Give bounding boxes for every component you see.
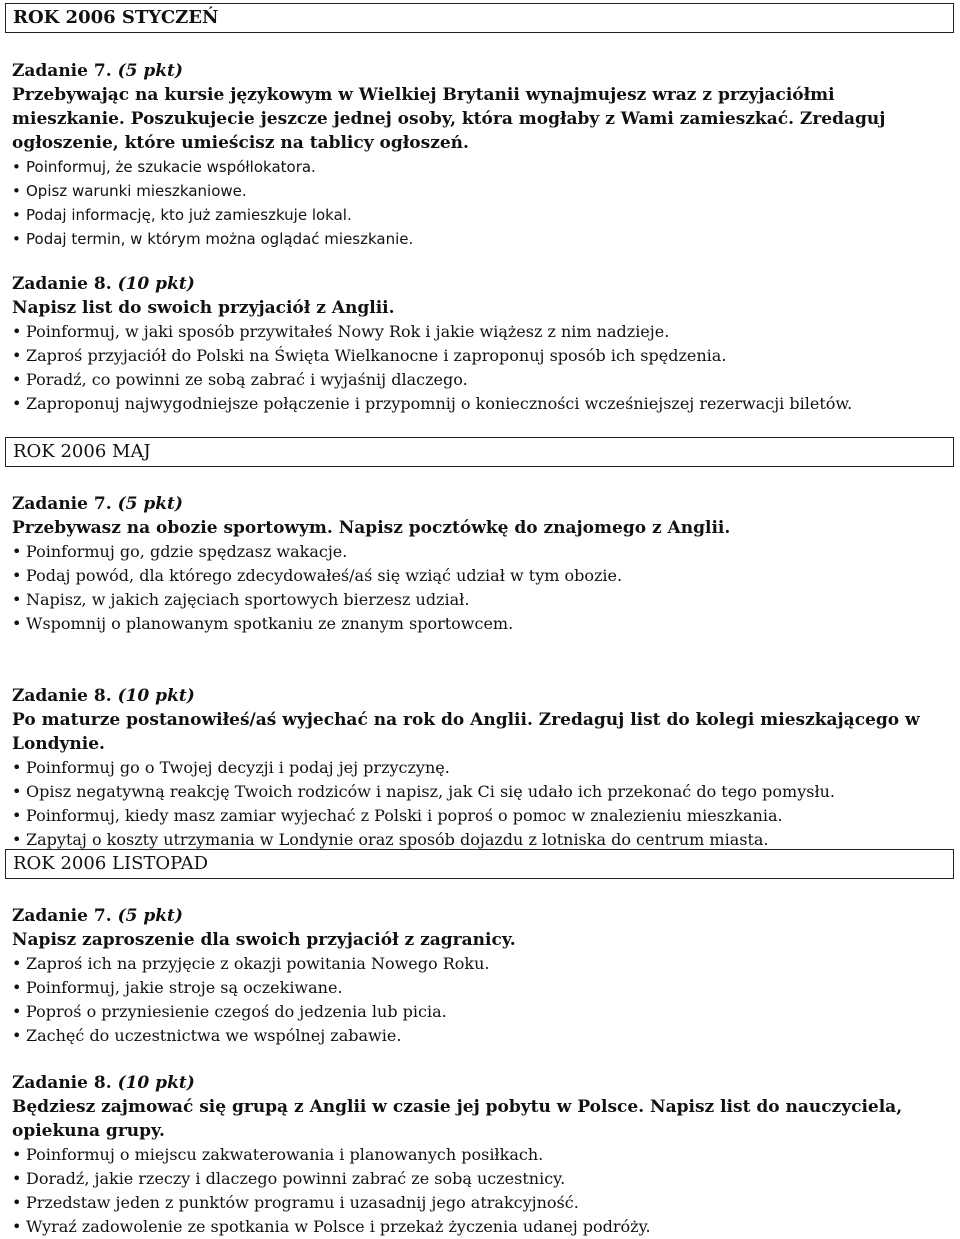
bullet-icon: •: [12, 954, 22, 973]
list-item: • Opisz warunki mieszkaniowe.: [12, 179, 952, 203]
task-label: Zadanie 8.: [12, 686, 112, 706]
task-intro: Przebywając na kursie językowym w Wielkiej Brytanii wynajmujesz wraz z przyjaciółmi mieszkanie. Poszukujecie jeszcze jednej osoby, która mogłaby z Wami zamieszkać. Zredaguj ogłoszenie, które umieścisz na tablicy ogłoszeń.: [12, 85, 886, 153]
bullet-icon: •: [12, 830, 22, 849]
list-item: • Poinformuj go o Twojej decyzji i podaj jej przyczynę.: [12, 756, 952, 780]
list-item: • Wspomnij o planowanym spotkaniu ze znanym sportowcem.: [12, 612, 952, 636]
task-heading: [12, 904, 952, 928]
task-points: (10 pkt): [117, 274, 195, 294]
task-points: (5 pkt): [117, 906, 183, 926]
list-item: • Poinformuj, że szukacie współlokatora.: [12, 155, 952, 179]
list-item: • Poinformuj, w jaki sposób przywitałeś Nowy Rok i jakie wiążesz z nim nadzieje.: [12, 320, 952, 344]
task-block-styczen-8: [12, 272, 952, 416]
list-item: • Podaj termin, w którym można oglądać mieszkanie.: [12, 227, 952, 251]
list-item: • Opisz negatywną reakcję Twoich rodziców i napisz, jak Ci się udało ich przekonać do tego pomysłu.: [12, 780, 952, 804]
task-points: (5 pkt): [117, 494, 183, 514]
bullet-icon: •: [12, 1217, 22, 1236]
bullet-icon: •: [12, 206, 21, 224]
list-item: • Zaproś ich na przyjęcie z okazji powitania Nowego Roku.: [12, 952, 952, 976]
bullet-icon: •: [12, 182, 21, 200]
bullet-icon: •: [12, 758, 22, 777]
task-block-listopad-7: [12, 904, 952, 1048]
bullet-icon: •: [12, 1145, 22, 1164]
bullet-icon: •: [12, 782, 22, 801]
bullet-icon: •: [12, 230, 21, 248]
bullet-icon: •: [12, 1026, 22, 1045]
task-items: [12, 756, 952, 852]
bullet-icon: •: [12, 394, 22, 413]
bullet-icon: •: [12, 346, 22, 365]
task-points: (5 pkt): [117, 61, 183, 81]
section-header-maj: ROK 2006 MAJ: [5, 437, 954, 467]
task-intro: Będziesz zajmować się grupą z Anglii w czasie jej pobytu w Polsce. Napisz list do nauczyciela, opiekuna grupy.: [12, 1097, 903, 1141]
list-item: • Zachęć do uczestnictwa we wspólnej zabawie.: [12, 1024, 952, 1048]
list-item: • Zaproś przyjaciół do Polski na Święta Wielkanocne i zaproponuj sposób ich spędzenia.: [12, 344, 952, 368]
list-item: • Podaj informację, kto już zamieszkuje lokal.: [12, 203, 952, 227]
task-heading: [12, 59, 952, 83]
task-items: [12, 155, 952, 251]
list-item: • Poradź, co powinni ze sobą zabrać i wyjaśnij dlaczego.: [12, 368, 952, 392]
bullet-icon: •: [12, 978, 22, 997]
bullet-icon: •: [12, 322, 22, 341]
task-intro: Napisz zaproszenie dla swoich przyjaciół z zagranicy.: [12, 930, 516, 950]
task-label: Zadanie 8.: [12, 274, 112, 294]
task-block-maj-8: [12, 684, 952, 852]
task-heading: [12, 492, 952, 516]
task-label: Zadanie 7.: [12, 494, 112, 514]
bullet-icon: •: [12, 590, 22, 609]
bullet-icon: •: [12, 566, 22, 585]
bullet-icon: •: [12, 1193, 22, 1212]
list-item: • Poinformuj, kiedy masz zamiar wyjechać z Polski i poproś o pomoc w znalezieniu mieszkania.: [12, 804, 952, 828]
bullet-icon: •: [12, 158, 21, 176]
bullet-icon: •: [12, 1002, 22, 1021]
task-items: [12, 540, 952, 636]
task-items: [12, 1143, 952, 1239]
list-item: • Przedstaw jeden z punktów programu i uzasadnij jego atrakcyjność.: [12, 1191, 952, 1215]
task-items: [12, 952, 952, 1048]
list-item: • Napisz, w jakich zajęciach sportowych bierzesz udział.: [12, 588, 952, 612]
section-header-styczen: ROK 2006 STYCZEŃ: [5, 3, 954, 33]
section-header-listopad: ROK 2006 LISTOPAD: [5, 849, 954, 879]
task-heading: [12, 1071, 952, 1095]
list-item: • Poinformuj o miejscu zakwaterowania i planowanych posiłkach.: [12, 1143, 952, 1167]
bullet-icon: •: [12, 806, 22, 825]
task-label: Zadanie 7.: [12, 61, 112, 81]
bullet-icon: •: [12, 1169, 22, 1188]
list-item: • Wyraź zadowolenie ze spotkania w Polsce i przekaż życzenia udanej podróży.: [12, 1215, 952, 1239]
task-label: Zadanie 7.: [12, 906, 112, 926]
task-intro: Po maturze postanowiłeś/aś wyjechać na rok do Anglii. Zredaguj list do kolegi mieszkającego w Londynie.: [12, 710, 920, 754]
bullet-icon: •: [12, 370, 22, 389]
list-item: • Zaproponuj najwygodniejsze połączenie i przypomnij o konieczności wcześniejszej rezerwacji biletów.: [12, 392, 952, 416]
bullet-icon: •: [12, 614, 22, 633]
task-intro: Napisz list do swoich przyjaciół z Anglii.: [12, 298, 395, 318]
list-item: • Poproś o przyniesienie czegoś do jedzenia lub picia.: [12, 1000, 952, 1024]
task-items: [12, 320, 952, 416]
list-item: • Podaj powód, dla którego zdecydowałeś/aś się wziąć udział w tym obozie.: [12, 564, 952, 588]
task-points: (10 pkt): [117, 1073, 195, 1093]
list-item: • Poinformuj, jakie stroje są oczekiwane.: [12, 976, 952, 1000]
task-points: (10 pkt): [117, 686, 195, 706]
task-label: Zadanie 8.: [12, 1073, 112, 1093]
bullet-icon: •: [12, 542, 22, 561]
task-block-maj-7: [12, 492, 952, 636]
list-item: • Poinformuj go, gdzie spędzasz wakacje.: [12, 540, 952, 564]
task-heading: [12, 684, 952, 708]
task-heading: [12, 272, 952, 296]
task-block-styczen-7: [12, 59, 952, 251]
list-item: • Doradź, jakie rzeczy i dlaczego powinni zabrać ze sobą uczestnicy.: [12, 1167, 952, 1191]
task-block-listopad-8: [12, 1071, 952, 1239]
list-item: • Zapytaj o koszty utrzymania w Londynie oraz sposób dojazdu z lotniska do centrum miasta.: [12, 828, 952, 852]
task-intro: Przebywasz na obozie sportowym. Napisz pocztówkę do znajomego z Anglii.: [12, 518, 731, 538]
